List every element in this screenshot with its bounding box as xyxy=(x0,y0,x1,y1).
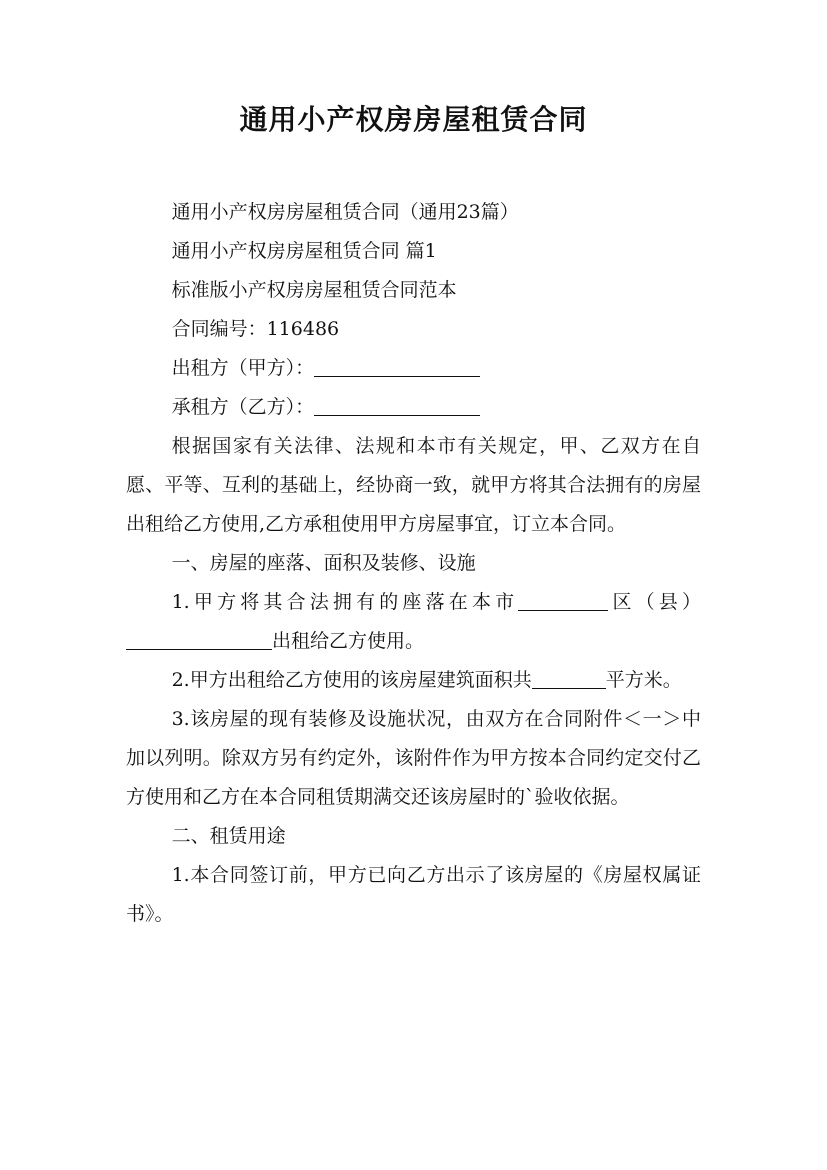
area-blank xyxy=(532,669,606,689)
clause-1-2-text-b: 平方米。 xyxy=(605,669,682,691)
preamble-paragraph: 根据国家有关法律、法规和本市有关规定，甲、乙双方在自愿、平等、互利的基础上，经协商一致，就甲方将其合法拥有的房屋出租给乙方使用,乙方承租使用甲方房屋事宜，订立本合同。 xyxy=(126,435,701,535)
clause-2-1: 1.本合同签订前，甲方已向乙方出示了该房屋的《房屋权属证书》。 xyxy=(126,864,701,925)
clause-1-2 xyxy=(126,661,701,700)
clause-1-3: 3.该房屋的现有装修及设施状况，由双方在合同附件＜一＞中加以列明。除双方另有约定外，该附件作为甲方按本合同约定交付乙方使用和乙方在本合同租赁期满交还该房屋时的`验收依据。 xyxy=(126,708,701,808)
clause-1-1 xyxy=(126,583,701,661)
address-blank xyxy=(126,630,272,650)
lessee-blank xyxy=(314,396,480,416)
lessee-label: 承租方（乙方）： xyxy=(171,396,315,418)
section-2-heading: 二、租赁用途 xyxy=(171,825,286,847)
lessor-blank xyxy=(314,357,480,377)
contract-number: 合同编号：116486 xyxy=(171,318,340,340)
document-title: 通用小产权房房屋租赁合同 xyxy=(239,103,588,136)
lessor-line xyxy=(126,349,701,388)
section-1-heading: 一、房屋的座落、面积及装修、设施 xyxy=(171,552,476,574)
template-name: 标准版小产权房房屋租赁合同范本 xyxy=(171,279,457,301)
district-blank xyxy=(518,591,608,611)
subtitle: 通用小产权房房屋租赁合同（通用23篇） xyxy=(171,201,519,223)
part-heading: 通用小产权房房屋租赁合同 篇1 xyxy=(171,240,437,262)
clause-1-1-text-b: 区（县） xyxy=(608,591,701,613)
document-body xyxy=(126,193,701,934)
lessor-label: 出租方（甲方）： xyxy=(171,357,315,379)
clause-1-1-text-c: 出租给乙方使用。 xyxy=(272,630,425,652)
lessee-line xyxy=(126,388,701,427)
clause-1-2-text-a: 2.甲方出租给乙方使用的该房屋建筑面积共 xyxy=(171,669,532,691)
clause-1-1-text-a: 1.甲方将其合法拥有的座落在本市 xyxy=(171,591,519,613)
